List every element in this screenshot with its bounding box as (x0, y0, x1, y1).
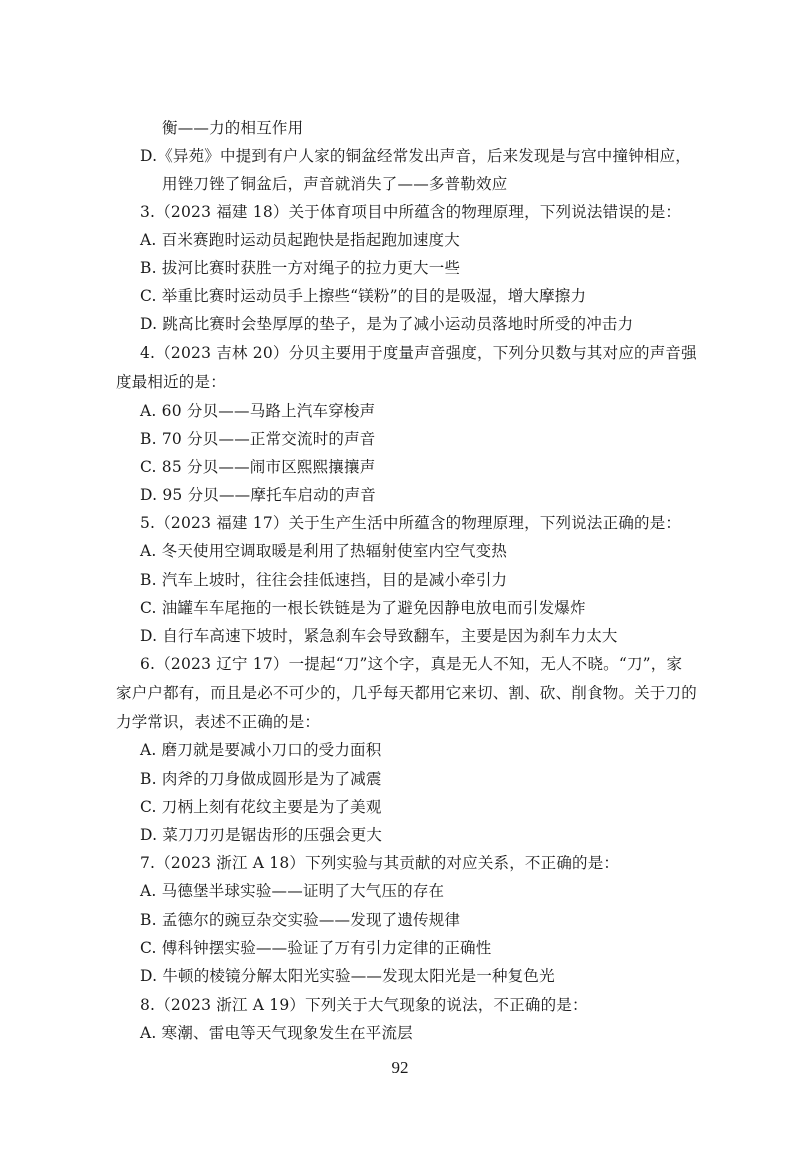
question-stem: 4.（2023 吉林 20）分贝主要用于度量声音强度，下列分贝数与其对应的声音强 (140, 344, 697, 362)
text-line: 用锉刀锉了铜盆后，声音就消失了——多普勒效应 (162, 175, 508, 193)
question-stem: 家户户都有，而且是必不可少的，几乎每天都用它来切、割、砍、削食物。关于刀的 (116, 684, 697, 702)
text-line: D.《异苑》中提到有户人家的铜盆经常发出声音，后来发现是与宫中撞钟相应， (140, 147, 692, 165)
option-line: B. 肉斧的刀身做成圆形是为了减震 (140, 770, 382, 788)
option-line: C. 85 分贝——闹市区熙熙攘攘声 (140, 458, 376, 476)
question-stem: 7.（2023 浙江 A 18）下列实验与其贡献的对应关系，不正确的是： (140, 854, 620, 872)
option-line: D. 95 分贝——摩托车启动的声音 (140, 486, 376, 504)
question-stem: 3.（2023 福建 18）关于体育项目中所蕴含的物理原理，下列说法错误的是： (140, 203, 682, 221)
option-line: D. 牛顿的棱镜分解太阳光实验——发现太阳光是一种复色光 (140, 967, 555, 985)
option-line: A. 马德堡半球实验——证明了大气压的存在 (140, 882, 445, 900)
option-line: C. 油罐车车尾拖的一根长铁链是为了避免因静电放电而引发爆炸 (140, 599, 586, 617)
option-line: A. 冬天使用空调取暖是利用了热辐射使室内空气变热 (140, 542, 508, 560)
option-line: C. 举重比赛时运动员手上擦些“镁粉”的目的是吸湿，增大摩擦力 (140, 287, 587, 305)
option-line: B. 汽车上坡时，往往会挂低速挡，目的是减小牵引力 (140, 571, 508, 589)
option-line: B. 70 分贝——正常交流时的声音 (140, 430, 376, 448)
option-line: A. 百米赛跑时运动员起跑快是指起跑加速度大 (140, 231, 460, 249)
option-line: C. 刀柄上刻有花纹主要是为了美观 (140, 798, 382, 816)
option-line: D. 跳高比赛时会垫厚厚的垫子，是为了减小运动员落地时所受的冲击力 (140, 315, 634, 333)
option-line: A. 60 分贝——马路上汽车穿梭声 (140, 402, 376, 420)
option-line: C. 傅科钟摆实验——验证了万有引力定律的正确性 (140, 939, 492, 957)
option-line: B. 孟德尔的豌豆杂交实验——发现了遗传规律 (140, 911, 461, 929)
option-line: A. 磨刀就是要减小刀口的受力面积 (140, 741, 382, 759)
question-stem: 5.（2023 福建 17）关于生产生活中所蕴含的物理原理，下列说法正确的是： (140, 514, 682, 532)
option-line: D. 菜刀刀刃是锯齿形的压强会更大 (140, 826, 383, 844)
text-line: 衡——力的相互作用 (162, 119, 304, 137)
question-stem: 6.（2023 辽宁 17）一提起“刀”这个字，真是无人不知，无人不晓。“刀”，家 (140, 655, 683, 673)
question-stem: 力学常识，表述不正确的是： (116, 713, 321, 731)
question-stem: 度最相近的是： (116, 373, 226, 391)
option-line: A. 寒潮、雷电等天气现象发生在平流层 (140, 1024, 413, 1042)
question-stem: 8.（2023 浙江 A 19）下列关于大气现象的说法，不正确的是： (140, 996, 588, 1014)
option-line: D. 自行车高速下坡时，紧急刹车会导致翻车，主要是因为刹车力太大 (140, 627, 618, 645)
option-line: B. 拔河比赛时获胜一方对绳子的拉力更大一些 (140, 259, 461, 277)
page-number: 92 (391, 1058, 409, 1077)
